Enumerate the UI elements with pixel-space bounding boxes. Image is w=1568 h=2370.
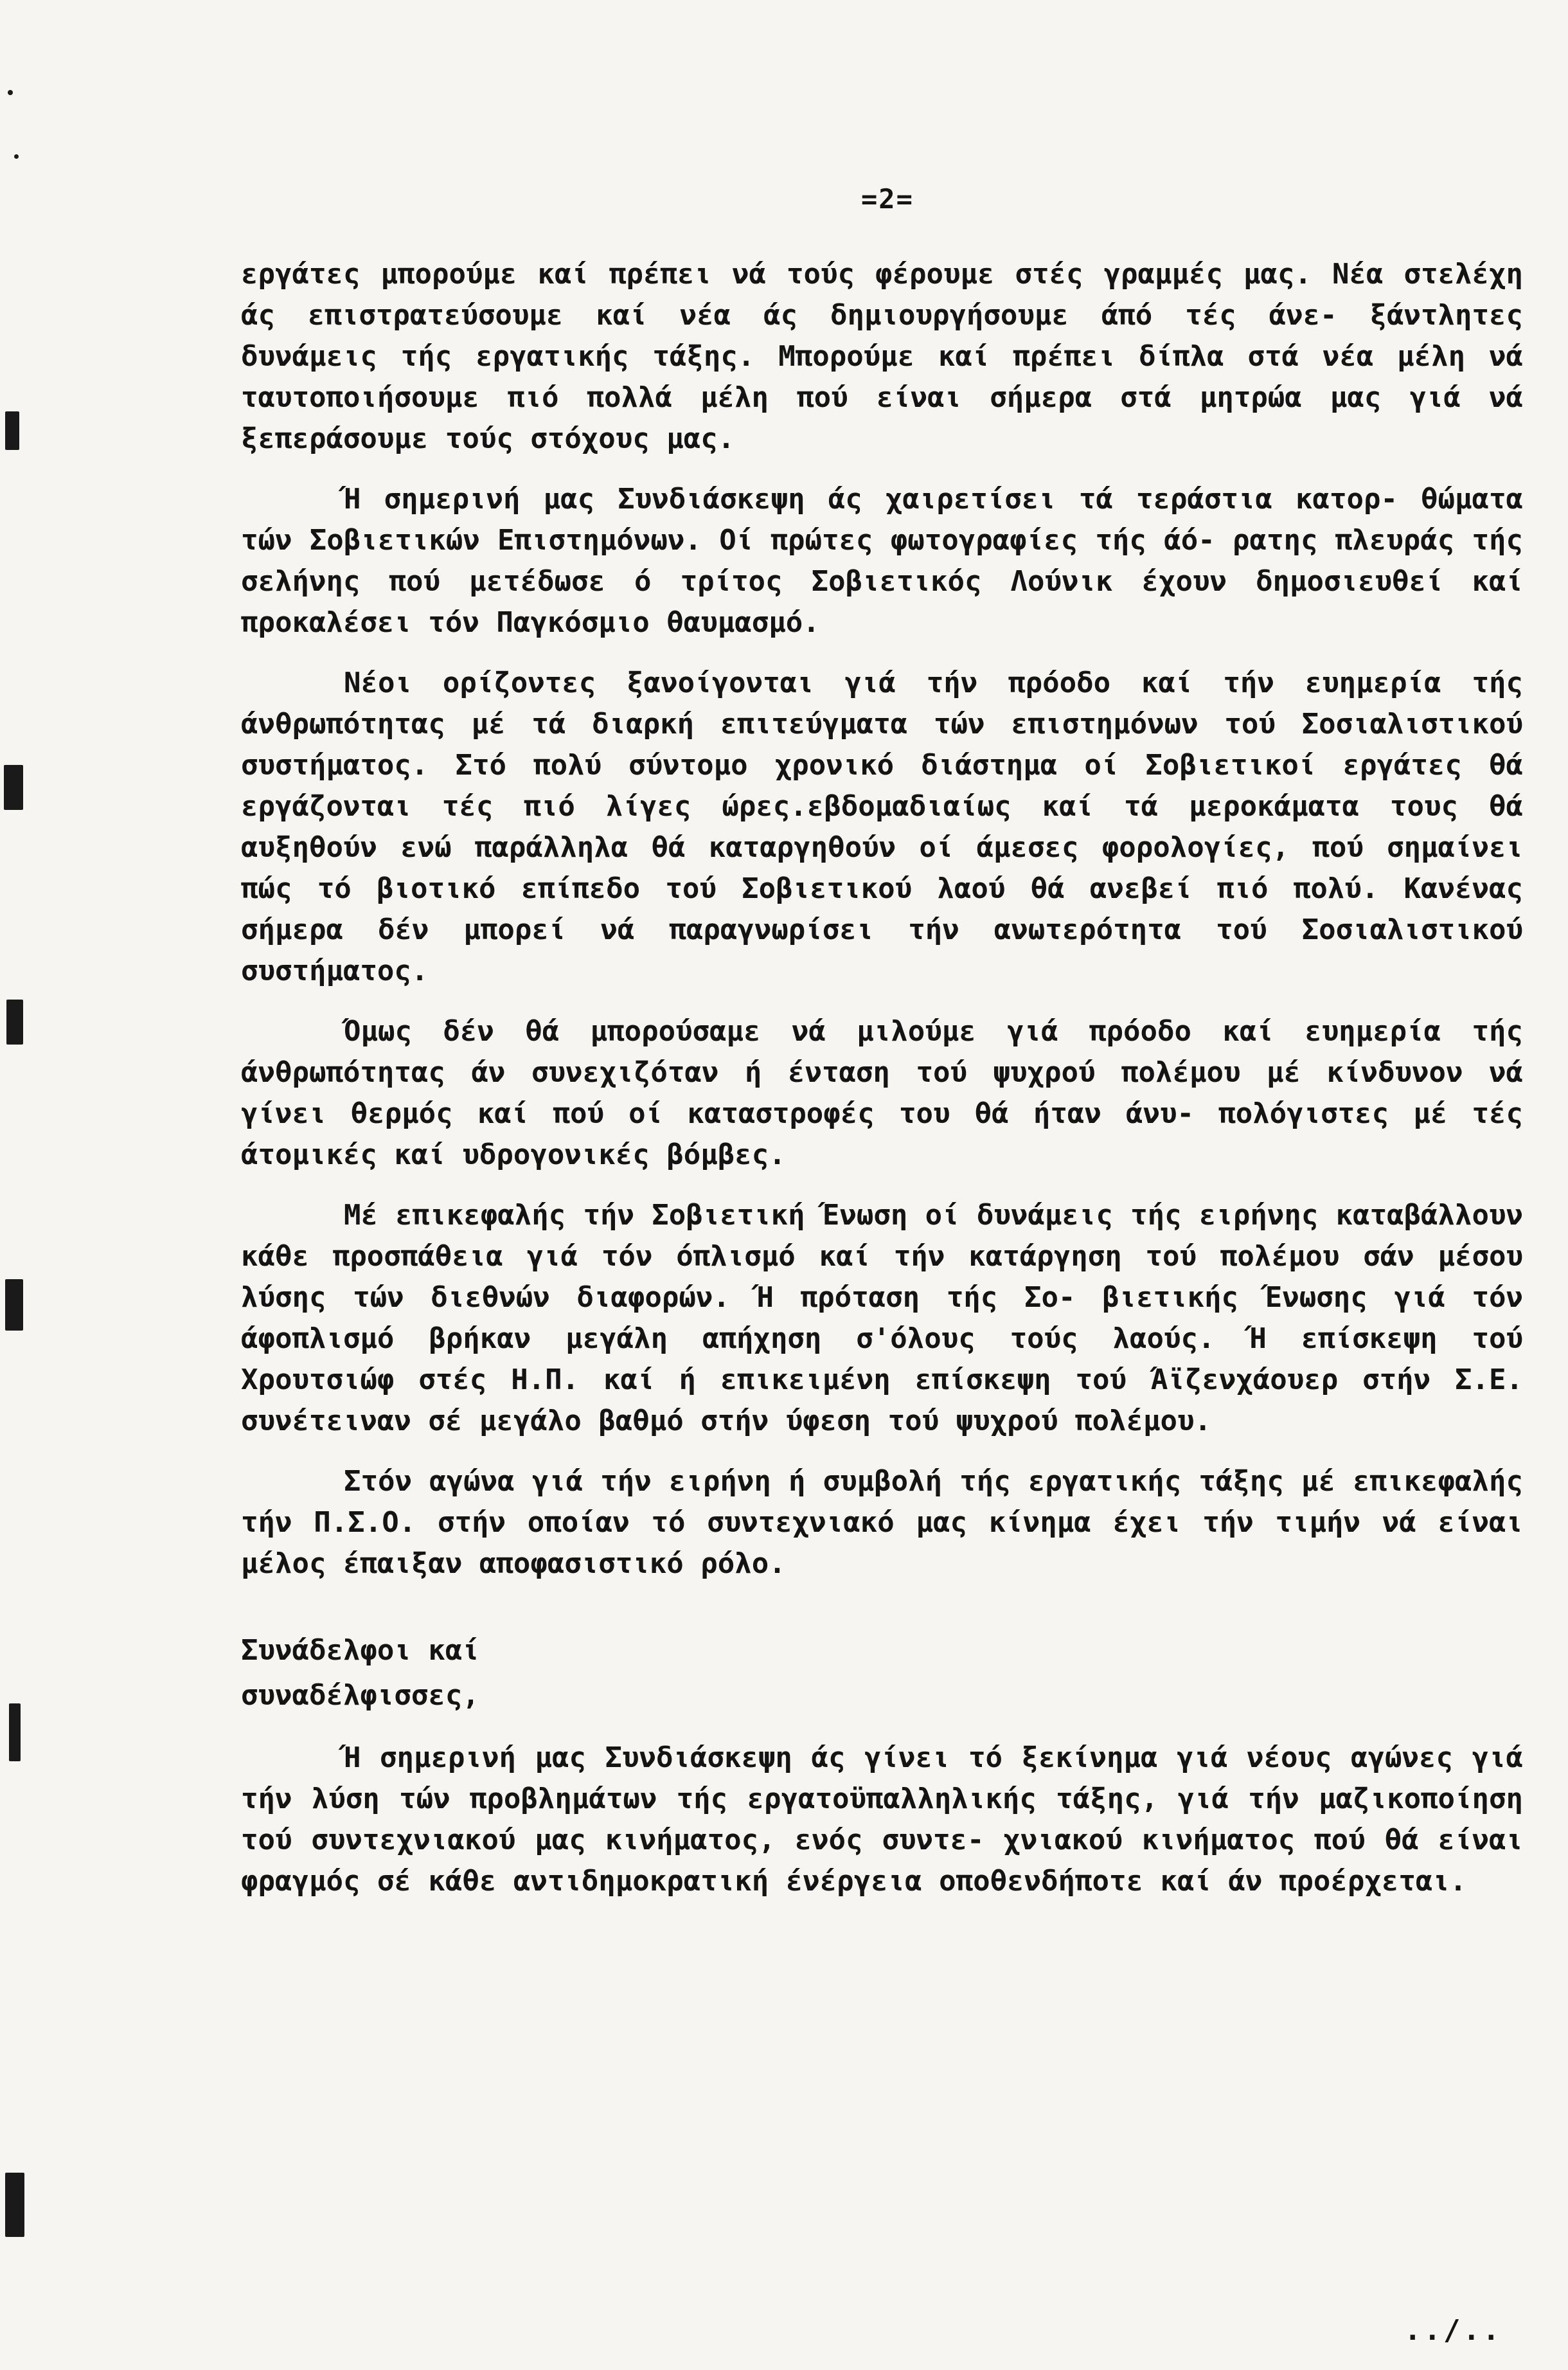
paragraph-new-horizons: Νέοι ορίζοντες ξανοίγονται γιά τήν πρόοδο καί τήν ευημερία τής άνθρωπότητας μέ τά διαρκή επιτεύγματα τών επιστημόνων τού Σοσιαλιστικού συστήματος. Στό πολύ σύντομο χρονικό διάστημα οί Σοβιετικοί εργάτες θά εργάζονται τές πιό λίγες ώρες.εβδομαδιαίως καί τά μεροκάματα τους θά αυξηθούν ενώ παράλληλα θά καταργηθούν οί άμεσες φορολογίες, πού σημαίνει πώς τό βιοτικό επίπεδο τού Σοβιετικού λαού θά ανεβεί πιό πολύ. Κανένας σήμερα δέν μπορεί νά παραγνωρίσει τήν ανωτερότητα τού Σοσιαλιστικού συστήματος. — [241, 667, 1523, 987]
paragraph-soviet-scientists: Ή σημερινή μας Συνδιάσκεψη άς χαιρετίσει τά τεράστια κατορ- θώματα τών Σοβιετικών Επιστημόνων. Οί πρώτες φωτογραφίες τής άό- ρατης πλευράς τής σελήνης πού μετέδωσε ό τρίτος Σοβιετικός Λούνικ έχουν δημοσιευθεί καί προκαλέσει τόν Παγκόσμιο θαυμασμό. — [241, 483, 1523, 639]
paragraph-working-class-role: Στόν αγώνα γιά τήν ειρήνη ή συμβολή τής εργατικής τάξης μέ επικεφαλής τήν Π.Σ.Ο. στήν οποίαν τό συντεχνιακό μας κίνημα έχει τήν τιμήν νά είναι μέλος έπαιξαν αποφασιστικό ρόλο. — [241, 1465, 1523, 1580]
document-body — [241, 254, 1523, 1921]
page-number: =2= — [861, 183, 914, 215]
paragraph-peace-forces: Μέ επικεφαλής τήν Σοβιετική Ένωση οί δυνάμεις τής ειρήνης καταβάλλουν κάθε προσπάθεια γιά τόν όπλισμό καί τήν κατάργηση τού πολέμου σάν μέσου λύσης τών διεθνών διαφορών. Ή πρόταση τής Σο- βιετικής Ένωσης γιά τόν άφοπλισμό βρήκαν μεγάλη απήχηση σ'όλους τούς λαούς. Ή επίσκεψη τού Χρουτσιώφ στές Η.Π. καί ή επικειμένη επίσκεψη τού Άϊζενχάουερ στήν Σ.Ε. συνέτειναν σέ μεγάλο βαθμό στήν ύφεση τού ψυχρού πολέμου. — [241, 1199, 1523, 1437]
paragraph-recruit-members: εργάτες μπορούμε καί πρέπει νά τούς φέρουμε στές γραμμές μας. Νέα στελέχη άς επιστρατεύσουμε καί νέα άς δημιουργήσουμε άπό τές άνε- ξάντλητες δυνάμεις τής εργατικής τάξης. Μπορούμε καί πρέπει δίπλα στά νέα μέλη νά ταυτοποιήσουμε πιό πολλά μέλη πού είναι σήμερα στά μητρώα μας γιά νά ξεπεράσουμε τούς στόχους μας. — [241, 258, 1523, 455]
margin-punch-mark — [5, 411, 19, 450]
paragraph-closing: Ή σημερινή μας Συνδιάσκεψη άς γίνει τό ξεκίνημα γιά νέους αγώνες γιά τήν λύση τών προβλημάτων τής εργατοϋπαλληλικής τάξης, γιά τήν μαζικοποίηση τού συντεχνιακού μας κινήματος, ενός συντε- χνιακού κινήματος πού θά είναι φραγμός σέ κάθε αντιδημοκρατική ένέργεια οποθενδήποτε καί άν προέρχεται. — [241, 1741, 1523, 1898]
margin-punch-mark — [6, 1000, 23, 1045]
margin-punch-mark — [4, 765, 23, 810]
margin-punch-mark — [5, 1279, 23, 1331]
continuation-mark: ../.. — [1404, 2314, 1502, 2347]
margin-punch-mark — [5, 2173, 24, 2237]
paragraph-cold-war: Όμως δέν θά μπορούσαμε νά μιλούμε γιά πρόοδο καί ευημερία τής άνθρωπότητας άν συνεχιζόταν ή ένταση τού ψυχρού πολέμου μέ κίνδυνον νά γίνει θερμός καί πού οί καταστροφές του θά ήταν άνυ- πολόγιστες μέ τές άτομικές καί υδρογονικές βόμβες. — [241, 1015, 1523, 1171]
margin-punch-mark — [9, 1703, 21, 1761]
margin-dot-mark — [14, 154, 19, 159]
salutation-line-2: συναδέλφισσες, — [241, 1679, 479, 1712]
salutation — [241, 1628, 1523, 1718]
margin-dot-mark — [8, 90, 13, 95]
salutation-line-1: Συνάδελφοι καί — [241, 1634, 479, 1667]
